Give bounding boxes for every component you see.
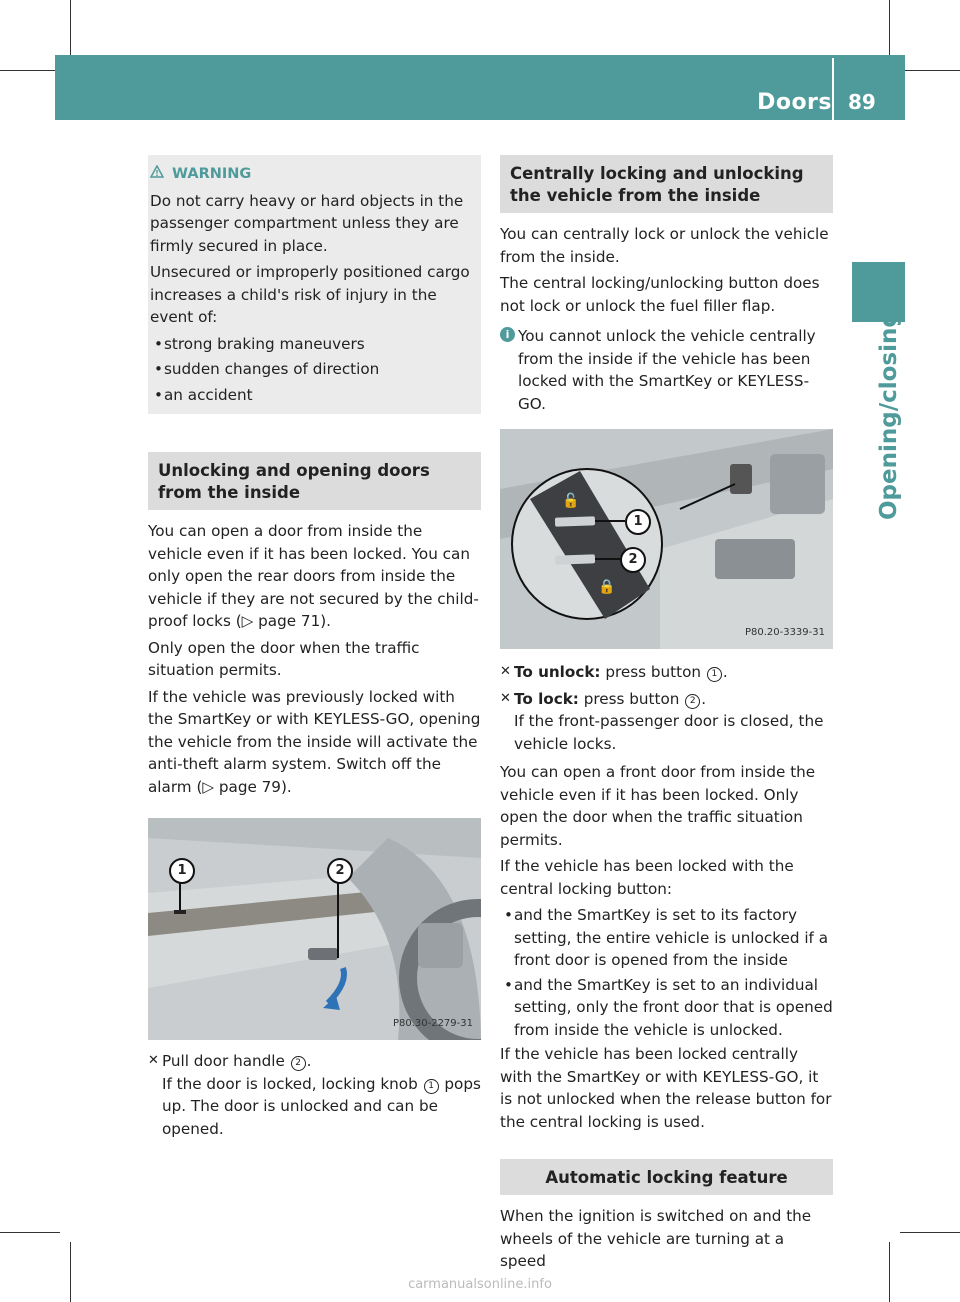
warning-bullet: • sudden changes of direction bbox=[150, 358, 473, 381]
crop-mark bbox=[0, 1232, 60, 1233]
warning-heading bbox=[150, 163, 473, 186]
door-handle-illustration bbox=[148, 818, 481, 1040]
warning-text: Do not carry heavy or hard objects in the passenger compartment unless they are firmly secured in place. bbox=[150, 191, 464, 255]
ref-1-icon: 1 bbox=[707, 667, 722, 682]
warning-text: Unsecured or improperly positioned cargo increases a child's risk of injury in the event of: bbox=[150, 263, 470, 326]
instruction-step: ✕ Pull door handle 2 . If the door is locked, locking knob 1 pops up. The door is unlocked and can be opened. bbox=[148, 1052, 481, 1138]
right-column bbox=[500, 155, 833, 1277]
crop-mark bbox=[900, 70, 960, 71]
callout-1: 1 bbox=[169, 858, 195, 884]
body-paragraph: You can centrally lock or unlock the vehicle from the inside. bbox=[500, 225, 829, 266]
image-code: P80.20-3339-31 bbox=[744, 626, 825, 638]
svg-text:🔒: 🔒 bbox=[598, 579, 616, 595]
instruction-step: ✕ To lock: press button 2 . If the front-passenger door is closed, the vehicle locks. bbox=[500, 689, 824, 753]
page-reference[interactable]: (▷ page 71). bbox=[235, 612, 331, 630]
section-heading: Automatic locking feature bbox=[500, 1159, 833, 1195]
info-note: i You cannot unlock the vehicle centrally from the inside if the vehicle has been locked with the SmartKey or KEYLESS-GO. bbox=[500, 325, 833, 415]
callout-1: 1 bbox=[625, 509, 651, 535]
watermark: carmanualsonline.info bbox=[408, 1277, 552, 1292]
body-paragraph: If the vehicle has been locked with the central locking button: bbox=[500, 857, 794, 898]
central-locking-illustration bbox=[500, 429, 833, 649]
ref-2-icon: 2 bbox=[685, 694, 700, 709]
crop-mark bbox=[0, 70, 60, 71]
warning-box bbox=[148, 155, 481, 414]
body-paragraph: If the vehicle has been locked centrally with the SmartKey or with KEYLESS-GO, it is not unlocked when the release button for the central locking is used. bbox=[500, 1045, 832, 1131]
page-reference[interactable]: (▷ page 79). bbox=[196, 777, 292, 796]
body-paragraph: The central locking/unlocking button does not lock or unlock the fuel filler flap. bbox=[500, 274, 820, 315]
page-header-title: Doors bbox=[757, 90, 832, 115]
ref-1-icon: 1 bbox=[424, 1079, 439, 1094]
left-column bbox=[148, 155, 481, 1140]
body-paragraph: When the ignition is switched on and the wheels of the vehicle are turning at a speed bbox=[500, 1207, 812, 1270]
page-number: 89 bbox=[848, 90, 876, 114]
list-item: • and the SmartKey is set to an individual setting, only the front door that is opened from inside the vehicle is unlocked. bbox=[500, 974, 833, 1042]
section-heading: Unlocking and opening doors from the inside bbox=[148, 452, 481, 510]
list-item: • and the SmartKey is set to its factory setting, the entire vehicle is unlocked if a front door is opened from the inside bbox=[500, 904, 833, 972]
body-paragraph: Only open the door when the traffic situation permits. bbox=[148, 638, 420, 679]
crop-mark bbox=[889, 0, 890, 60]
section-heading: Centrally locking and unlocking the vehicle from the inside bbox=[500, 155, 833, 213]
warning-triangle-icon bbox=[150, 163, 164, 186]
body-paragraph: If the vehicle was previously locked with the SmartKey or with KEYLESS-GO, opening the vehicle from the inside will activate the anti-theft alarm system. Switch off the alarm (▷ page 79). bbox=[148, 687, 481, 796]
header-divider bbox=[832, 58, 834, 120]
info-icon: i bbox=[500, 327, 515, 342]
crop-mark bbox=[70, 0, 71, 60]
callout-2: 2 bbox=[620, 547, 646, 573]
instruction-step: ✕ To unlock: press button 1 . bbox=[500, 661, 833, 684]
warning-bullet: • strong braking maneuvers bbox=[150, 333, 473, 356]
ref-2-icon: 2 bbox=[291, 1056, 306, 1071]
body-paragraph: You can open a door from inside the vehicle even if it has been locked. You can only open the rear doors from inside the vehicle if they are not secured by the child-proof locks (▷ page 71). bbox=[148, 522, 479, 630]
crop-mark bbox=[70, 1242, 71, 1302]
step-arrow-icon: ✕ bbox=[500, 690, 511, 706]
warning-title: WARNING bbox=[172, 166, 252, 182]
step-arrow-icon: ✕ bbox=[500, 664, 511, 679]
callout-2: 2 bbox=[327, 858, 353, 884]
step-arrow-icon: ✕ bbox=[148, 1053, 159, 1068]
chapter-label: Opening/closing bbox=[876, 311, 902, 520]
crop-mark bbox=[889, 1242, 890, 1302]
body-paragraph: You can open a front door from inside the vehicle even if it has been locked. Only open the door when the traffic situation permits. bbox=[500, 763, 816, 849]
svg-text:🔓: 🔓 bbox=[562, 493, 580, 509]
warning-bullet: • an accident bbox=[150, 384, 473, 407]
image-code: P80.30-2279-31 bbox=[392, 1017, 473, 1029]
crop-mark bbox=[900, 1232, 960, 1233]
